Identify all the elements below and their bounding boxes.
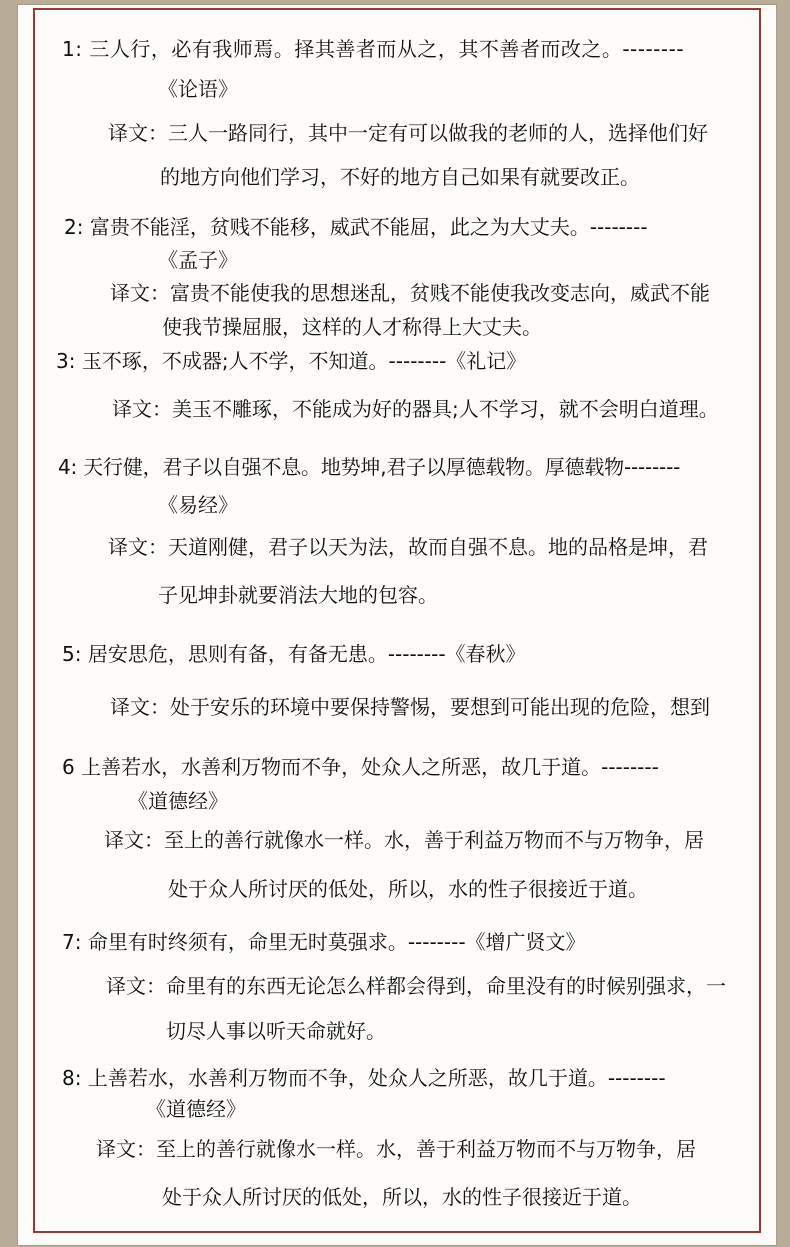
- translation-3-line-1: 译文：美玉不雕琢，不能成为好的器具;人不学习，就不会明白道理。: [112, 397, 719, 421]
- quote-2: 2: 富贵不能淫，贫贱不能移，威武不能屈，此之为大丈夫。--------: [64, 215, 648, 239]
- translation-4-line-2: 子见坤卦就要消法大地的包容。: [158, 583, 438, 607]
- translation-6-line-2: 处于众人所讨厌的低处，所以，水的性子很接近于道。: [168, 877, 648, 901]
- quote-3: 3: 玉不琢，不成器;人不学，不知道。--------《礼记》: [56, 349, 527, 373]
- quote-1: 1: 三人行，必有我师焉。择其善者而从之，其不善者而改之。--------: [62, 37, 685, 61]
- source-2: 《孟子》: [158, 248, 238, 272]
- source-8: 《道德经》: [146, 1097, 246, 1121]
- translation-1-line-1: 译文：三人一路同行，其中一定有可以做我的老师的人，选择他们好: [108, 121, 708, 145]
- page-frame: [18, 5, 776, 1245]
- quote-4: 4: 天行健，君子以自强不息。地势坤,君子以厚德载物。厚德载物--------: [58, 455, 681, 479]
- translation-7-line-2: 切尽人事以听天命就好。: [166, 1019, 386, 1043]
- quote-5: 5: 居安思危，思则有备，有备无患。--------《春秋》: [62, 642, 526, 666]
- source-1: 《论语》: [158, 77, 238, 101]
- translation-1-line-2: 的地方向他们学习，不好的地方自己如果有就要改正。: [160, 165, 640, 189]
- source-4: 《易经》: [158, 493, 238, 517]
- quote-6: 6 上善若水，水善利万物而不争，处众人之所恶，故几于道。--------: [62, 755, 659, 779]
- source-6: 《道德经》: [128, 789, 228, 813]
- translation-8-line-2: 处于众人所讨厌的低处，所以，水的性子很接近于道。: [162, 1185, 642, 1209]
- translation-4-line-1: 译文：天道刚健，君子以天为法，故而自强不息。地的品格是坤，君: [108, 535, 708, 559]
- translation-2-line-2: 使我节操屈服，这样的人才称得上大丈夫。: [162, 315, 542, 339]
- translation-6-line-1: 译文：至上的善行就像水一样。水，善于利益万物而不与万物争，居: [104, 828, 704, 852]
- content-border: [33, 8, 761, 1233]
- translation-7-line-1: 译文：命里有的东西无论怎么样都会得到，命里没有的时候别强求，一: [106, 974, 726, 998]
- quote-8: 8: 上善若水，水善利万物而不争，处众人之所恶，故几于道。--------: [62, 1066, 666, 1090]
- quote-7: 7: 命里有时终须有，命里无时莫强求。--------《增广贤文》: [62, 930, 586, 954]
- translation-8-line-1: 译文：至上的善行就像水一样。水，善于利益万物而不与万物争，居: [96, 1137, 696, 1161]
- translation-5-line-1: 译文：处于安乐的环境中要保持警惕，要想到可能出现的危险，想到: [110, 695, 710, 719]
- translation-2-line-1: 译文：富贵不能使我的思想迷乱，贫贱不能使我改变志向，威武不能: [110, 281, 710, 305]
